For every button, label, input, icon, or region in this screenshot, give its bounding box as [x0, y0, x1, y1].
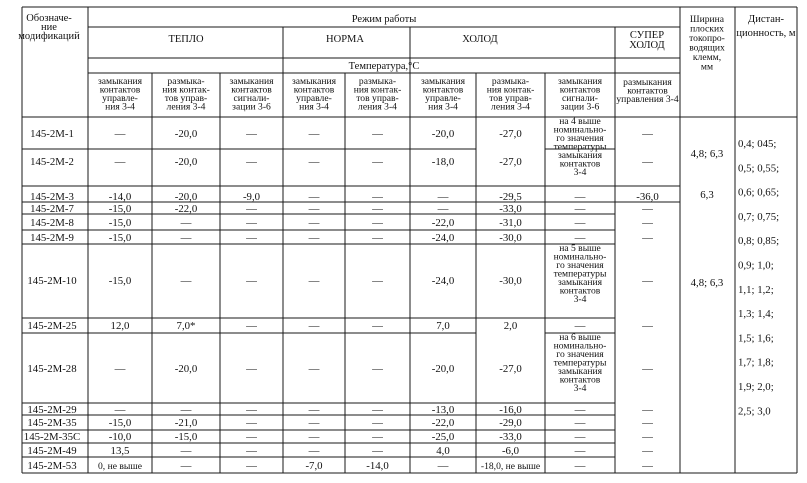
row-cell: — — [246, 445, 257, 457]
note-text: замыкания — [557, 277, 603, 288]
row-cell: -22,0 — [431, 217, 455, 229]
temperature-header: Температура,°С — [348, 61, 420, 72]
row-cell: — — [642, 363, 653, 375]
row-cell: — — [642, 417, 653, 429]
row-cell: -36,0 — [636, 191, 659, 203]
mode-header: Режим работы — [351, 14, 417, 25]
row-name: 145-2М-28 — [27, 363, 77, 375]
width-value: 6,3 — [700, 189, 714, 201]
row-cell: -29,5 — [499, 191, 522, 203]
note-text: 3-4 — [573, 294, 587, 305]
row-cell: — — [372, 417, 383, 429]
super-cold-header: ХОЛОД — [629, 40, 665, 51]
subheader-5: контактов — [422, 84, 464, 96]
row-cell: — — [642, 431, 653, 443]
row-cell: -25,0 — [431, 431, 455, 443]
row-cell: -10,0 — [108, 431, 132, 443]
row-name: 145-2М-29 — [27, 404, 77, 416]
row-cell: — — [308, 191, 320, 203]
row-cell: — — [574, 404, 586, 416]
row-cell: — — [642, 445, 653, 457]
distance-header: ционность, м — [736, 28, 796, 39]
subheader-1: ления 3-4 — [166, 101, 206, 113]
distance-value: 0,8; 0,85; — [738, 235, 780, 248]
note-text: го значения — [556, 260, 604, 271]
row-cell: — — [642, 320, 653, 332]
row-name: 145-2М-53 — [27, 460, 77, 472]
subheader-3: ния 3-4 — [299, 101, 329, 113]
row-cell: — — [246, 232, 257, 244]
subheader-5: замыкания — [420, 76, 466, 87]
width-header: Ширина — [689, 14, 725, 25]
row-cell: — — [114, 404, 126, 416]
warm-header: ТЕПЛО — [168, 34, 204, 45]
note-text: замыкания — [557, 366, 603, 377]
width-value: 4,8; 6,3 — [690, 148, 724, 160]
row-cell: -27,0 — [499, 128, 522, 140]
row-cell: -30,0 — [499, 232, 522, 244]
row-cell: -15,0 — [108, 275, 132, 287]
row-cell: — — [180, 404, 192, 416]
row-cell: — — [372, 363, 383, 375]
distance-header: Дистан- — [748, 14, 784, 25]
subheader-3: замыкания — [291, 76, 337, 87]
subheader-3: управле- — [296, 93, 332, 104]
distance-value: 0,5; 0,55; — [738, 162, 780, 175]
note-text: температуры — [553, 357, 607, 369]
row-cell: — — [642, 203, 653, 215]
row-cell: -20,0 — [174, 128, 198, 140]
note-text: замыкания — [557, 150, 603, 161]
row-cell: — — [308, 128, 320, 140]
row-cell: -30,0 — [499, 275, 522, 287]
subheader-7: зации 3-6 — [560, 101, 600, 113]
subheader-0: контактов — [99, 84, 141, 96]
subheader-8: размыкания — [623, 77, 672, 88]
row-cell: — — [308, 203, 320, 215]
subheader-2: контактов — [231, 84, 272, 96]
subheader-7: сигнали- — [562, 93, 598, 104]
row-cell: — — [114, 363, 126, 375]
note-text: номинально- — [553, 124, 607, 136]
row-cell: — — [372, 128, 383, 140]
subheader-4: ления 3-4 — [358, 101, 397, 113]
row-name: 145-2М-1 — [30, 128, 74, 140]
row-cell: -15,0 — [174, 431, 198, 443]
row-cell: 13,5 — [110, 445, 130, 457]
row-cell: -9,0 — [242, 191, 261, 203]
row-cell: — — [308, 445, 320, 457]
note-text: на 6 выше — [559, 332, 601, 343]
note-text: 3-4 — [573, 383, 587, 394]
designation-header: ние — [41, 22, 57, 33]
row-name: 145-2М-49 — [27, 445, 77, 457]
row-cell: — — [246, 275, 257, 287]
note-text: го значения — [556, 133, 604, 144]
row-cell: — — [574, 445, 586, 457]
row-cell: -21,0 — [174, 417, 198, 429]
subheader-5: ния 3-4 — [428, 101, 458, 113]
row-cell: -7,0 — [305, 460, 323, 472]
subheader-1: тов управ- — [164, 93, 208, 104]
note-text: контактов — [559, 285, 601, 297]
row-cell: -20,0 — [431, 128, 455, 140]
width-header: токопро- — [689, 33, 725, 44]
subheader-4: ния контак- — [353, 84, 402, 96]
row-cell: -31,0 — [499, 217, 522, 229]
width-header: водящих — [689, 42, 725, 54]
row-cell: — — [574, 232, 586, 244]
row-cell: — — [642, 460, 653, 472]
row-cell: -13,0 — [431, 404, 455, 416]
row-cell: — — [372, 404, 383, 416]
row-cell: — — [642, 217, 653, 229]
subheader-0: ния 3-4 — [105, 101, 135, 113]
row-cell: -33,0 — [499, 431, 522, 443]
row-cell: — — [308, 232, 320, 244]
row-cell: -14,0 — [366, 460, 389, 472]
row-cell: — — [642, 128, 653, 140]
note-text: температуры — [553, 141, 607, 153]
subheader-4: тов управ- — [356, 93, 399, 104]
row-cell: -18,0 — [431, 156, 455, 168]
row-cell: -27,0 — [499, 156, 522, 168]
subheader-6: ния контак- — [486, 84, 535, 96]
row-cell: -24,0 — [431, 275, 455, 287]
note-text: го значения — [556, 349, 604, 360]
row-name: 145-2М-8 — [30, 217, 74, 229]
subheader-8: управления 3-4 — [616, 94, 679, 105]
width-header: плоских — [690, 23, 724, 35]
subheader-0: управле- — [102, 93, 138, 104]
subheader-2: сигнали- — [233, 93, 270, 104]
width-header: клемм, — [692, 52, 722, 63]
note-text: контактов — [559, 374, 601, 386]
row-cell: — — [308, 404, 320, 416]
row-cell: — — [308, 363, 320, 375]
row-cell: — — [246, 460, 257, 472]
row-cell: — — [574, 203, 586, 215]
norm-header: НОРМА — [326, 34, 364, 45]
row-cell: — — [114, 128, 126, 140]
subheader-0: замыкания — [97, 76, 143, 87]
row-cell: -15,0 — [108, 217, 132, 229]
designation-header: модификаций — [18, 31, 80, 42]
row-name: 145-2М-2 — [30, 156, 74, 168]
cold-header: ХОЛОД — [462, 34, 498, 45]
row-cell: -20,0 — [174, 363, 198, 375]
row-cell: -20,0 — [174, 156, 198, 168]
row-cell: 4,0 — [436, 445, 450, 457]
row-cell: 12,0 — [110, 320, 130, 332]
row-cell: — — [437, 203, 449, 215]
note-text: температуры — [553, 268, 607, 280]
row-cell: — — [372, 191, 383, 203]
row-name: 145-2М-3 — [30, 191, 74, 203]
row-cell: -27,0 — [499, 363, 522, 375]
subheader-3: контактов — [293, 84, 335, 96]
distance-value: 1,7; 1,8; — [738, 356, 774, 369]
subheader-6: ления 3-4 — [491, 101, 530, 113]
row-cell: -6,0 — [501, 445, 520, 457]
super-cold-header: СУПЕР — [629, 30, 665, 41]
subheader-7: замыкания — [557, 76, 603, 87]
row-cell: — — [246, 417, 257, 429]
row-cell: — — [574, 431, 586, 443]
row-cell: — — [574, 320, 586, 332]
row-name: 145-2М-25 — [27, 320, 77, 332]
distance-value: 1,9; 2,0; — [738, 381, 774, 393]
row-cell: — — [308, 217, 320, 229]
row-cell: — — [114, 156, 126, 168]
row-cell: — — [372, 320, 383, 332]
row-cell: — — [642, 156, 653, 168]
row-cell: — — [642, 275, 653, 287]
row-cell: — — [180, 445, 192, 457]
row-cell: — — [372, 156, 383, 168]
subheader-8: контактов — [627, 85, 668, 97]
row-cell: 2,0 — [503, 320, 518, 332]
row-cell: -16,0 — [499, 404, 522, 416]
note-text: номинально- — [553, 251, 607, 263]
row-cell: — — [246, 320, 257, 332]
row-cell: — — [246, 404, 257, 416]
subheader-6: размыка- — [491, 76, 530, 87]
row-cell: — — [372, 203, 383, 215]
row-cell: — — [574, 191, 586, 203]
row-cell: — — [246, 431, 257, 443]
row-cell: — — [180, 217, 192, 229]
row-cell: — — [308, 431, 320, 443]
distance-value: 2,5; 3,0 — [738, 405, 771, 418]
subheader-4: размыка- — [358, 76, 397, 87]
subheader-5: управле- — [425, 93, 461, 104]
row-cell: -15,0 — [108, 232, 132, 244]
note-text: контактов — [559, 158, 601, 170]
row-name: 145-2М-35 — [27, 417, 77, 429]
row-cell: — — [308, 417, 320, 429]
distance-value: 1,1; 1,2; — [738, 283, 774, 296]
distance-value: 1,3; 1,4; — [738, 308, 774, 321]
row-cell: — — [372, 431, 383, 443]
note-text: 3-4 — [573, 167, 587, 178]
distance-value: 0,7; 0,75; — [738, 210, 780, 223]
subheader-2: зации 3-6 — [232, 101, 271, 113]
row-cell: 0, не выше — [97, 461, 143, 472]
row-cell: — — [437, 191, 449, 203]
row-cell: — — [372, 217, 383, 229]
subheader-7: контактов — [559, 84, 601, 96]
row-cell: — — [308, 320, 320, 332]
row-name: 145-2М-35С — [23, 431, 81, 443]
row-cell: — — [246, 217, 257, 229]
row-cell: — — [246, 156, 257, 168]
row-cell: — — [180, 232, 192, 244]
row-name: 145-2М-9 — [30, 232, 74, 244]
row-cell: — — [246, 203, 257, 215]
subheader-2: замыкания — [229, 76, 274, 87]
row-cell: 7,0* — [176, 320, 196, 332]
row-cell: — — [372, 275, 383, 287]
note-text: номинально- — [553, 340, 607, 352]
note-text: на 5 выше — [559, 243, 601, 254]
width-value: 4,8; 6,3 — [690, 277, 724, 289]
row-cell: — — [180, 460, 192, 472]
row-cell: — — [574, 417, 586, 429]
row-cell: -24,0 — [431, 232, 455, 244]
row-cell: — — [642, 404, 653, 416]
row-name: 145-2М-7 — [30, 203, 74, 215]
row-cell: -29,0 — [499, 417, 522, 429]
distance-value: 0,9; 1,0; — [738, 259, 774, 272]
designation-header: Обозначе- — [26, 13, 72, 24]
subheader-1: ния контак- — [162, 84, 210, 96]
row-cell: — — [246, 128, 257, 140]
row-cell: — — [574, 460, 586, 472]
row-cell: -14,0 — [108, 191, 132, 203]
distance-value: 0,4; 045; — [738, 138, 777, 150]
distance-value: 0,6; 0,65; — [738, 186, 780, 199]
note-text: на 4 выше — [559, 116, 601, 127]
row-cell: -22,0 — [174, 203, 198, 215]
row-cell: — — [308, 275, 320, 287]
row-cell: — — [308, 156, 320, 168]
row-cell: -15,0 — [108, 203, 132, 215]
row-cell: — — [246, 363, 257, 375]
row-cell: -18,0, не выше — [480, 461, 541, 472]
row-cell: — — [437, 460, 449, 472]
distance-value: 1,5; 1,6; — [738, 332, 774, 345]
row-name: 145-2М-10 — [27, 275, 77, 287]
width-header: мм — [700, 61, 714, 73]
row-cell: -33,0 — [499, 203, 522, 215]
row-cell: -20,0 — [174, 191, 198, 203]
row-cell: — — [642, 232, 653, 244]
row-cell: — — [180, 275, 192, 287]
row-cell: 7,0 — [436, 320, 450, 332]
row-cell: — — [372, 232, 383, 244]
row-cell: — — [372, 445, 383, 457]
row-cell: -20,0 — [431, 363, 455, 375]
subheader-1: размыка- — [167, 76, 205, 87]
subheader-6: тов управ- — [489, 93, 532, 104]
row-cell: -22,0 — [431, 417, 455, 429]
row-cell: — — [574, 217, 586, 229]
row-cell: -15,0 — [108, 417, 132, 429]
